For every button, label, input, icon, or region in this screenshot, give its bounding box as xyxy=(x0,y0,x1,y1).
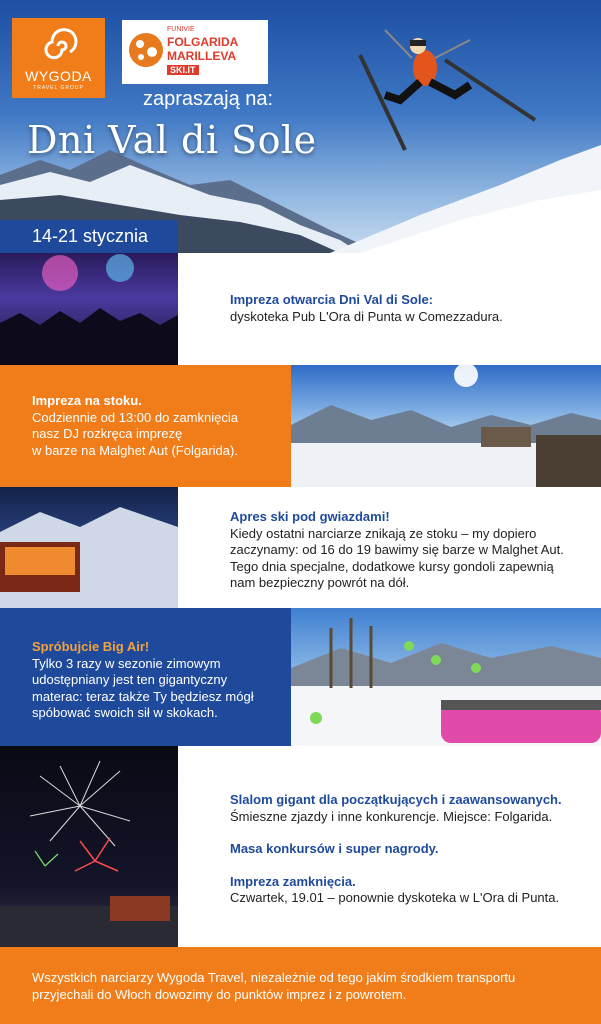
section-line: materac: teraz także Ty będziesz mógł xyxy=(32,688,254,704)
section-line: Tylko 3 razy w sezonie zimowym xyxy=(32,655,221,671)
big-air-photo xyxy=(291,608,601,746)
section-slope-text xyxy=(32,393,238,459)
date-band xyxy=(0,220,178,253)
section-line: Czwartek, 19.01 – ponownie dyskoteka w L'Ora di Punta. xyxy=(230,890,560,905)
section-line: Codziennie od 13:00 do zamknięcia xyxy=(32,409,238,425)
page-title: Dni Val di Sole xyxy=(27,118,317,162)
section-line: zaczynamy: od 16 do 19 bawimy się barze w Malghet Aut. xyxy=(230,542,564,557)
section-line: spóbować swoich sił w skokach. xyxy=(32,705,218,720)
section-slalom-text xyxy=(230,792,562,907)
section-apres-text xyxy=(230,509,564,592)
section-slalom xyxy=(0,746,601,947)
section-line: udostępniany jest ten gigantyczny xyxy=(32,672,228,687)
section-line: Tego dnia specjalne, dodatkowe kursy gondoli zapewnią xyxy=(230,558,554,574)
section-opening-text xyxy=(230,292,503,325)
section-heading: Impreza na stoku. xyxy=(32,393,142,408)
folgarida-name-line1: FOLGARIDA xyxy=(167,35,239,49)
section-line: nasz DJ rozkręca imprezę xyxy=(32,426,183,441)
section-apres-ski xyxy=(0,487,601,608)
section-big-air xyxy=(0,608,601,746)
section-heading-closing: Impreza zamknięcia. xyxy=(230,873,356,889)
header-banner xyxy=(0,0,601,253)
fireworks-photo xyxy=(0,746,178,947)
section-heading: Spróbujcie Big Air! xyxy=(32,639,150,654)
section-big-air-text xyxy=(32,639,254,722)
section-line: w barze na Malghet Aut (Folgarida). xyxy=(32,442,238,458)
section-heading-contests: Masa konkursów i super nagrody. xyxy=(230,841,439,856)
wygoda-logo-sub: TRAVEL GROUP xyxy=(33,85,84,91)
section-heading: Impreza otwarcia Dni Val di Sole: xyxy=(230,292,434,307)
invite-text: zapraszają na: xyxy=(143,88,274,110)
footer-band xyxy=(0,947,601,1024)
section-line: Śmieszne zjazdy i inne konkurencje. Miejsce: Folgarida. xyxy=(230,808,553,824)
section-heading: Slalom gigant dla początkujących i zaawansowanych. xyxy=(230,792,562,807)
skier-figure xyxy=(360,30,535,150)
section-slope-party xyxy=(0,365,601,487)
footer-text: Wszystkich narciarzy Wygoda Travel, niezależnie od tego jakim środkiem transportu przyjechali do Włoch dowozimy do punktów imprez i z powrotem. xyxy=(32,970,516,1002)
folgarida-ski-label: SKI.IT xyxy=(167,65,199,75)
date-text: 14-21 stycznia xyxy=(32,226,149,246)
section-line: Kiedy ostatni narciarze znikają ze stoku – my dopiero xyxy=(230,525,537,541)
folgarida-name-line2: MARILLEVA xyxy=(167,49,237,63)
section-line: dyskoteka Pub L'Ora di Punta w Comezzadura. xyxy=(230,308,503,324)
disco-crowd-photo xyxy=(0,253,178,365)
folgarida-emblem-icon xyxy=(126,30,166,70)
night-hut-photo xyxy=(0,487,178,608)
slope-bar-photo xyxy=(291,365,601,487)
section-heading: Apres ski pod gwiazdami! xyxy=(230,509,390,524)
folgarida-funivie-label: FUNIVIE xyxy=(167,26,195,33)
wygoda-spiral-icon xyxy=(36,26,81,66)
wygoda-logo-name: WYGODA xyxy=(25,68,92,84)
folgarida-marilleva-logo[interactable] xyxy=(122,20,268,84)
section-line: nam bezpieczny powrót na dół. xyxy=(230,575,410,590)
wygoda-logo[interactable] xyxy=(12,18,105,98)
section-opening-party xyxy=(0,253,601,365)
